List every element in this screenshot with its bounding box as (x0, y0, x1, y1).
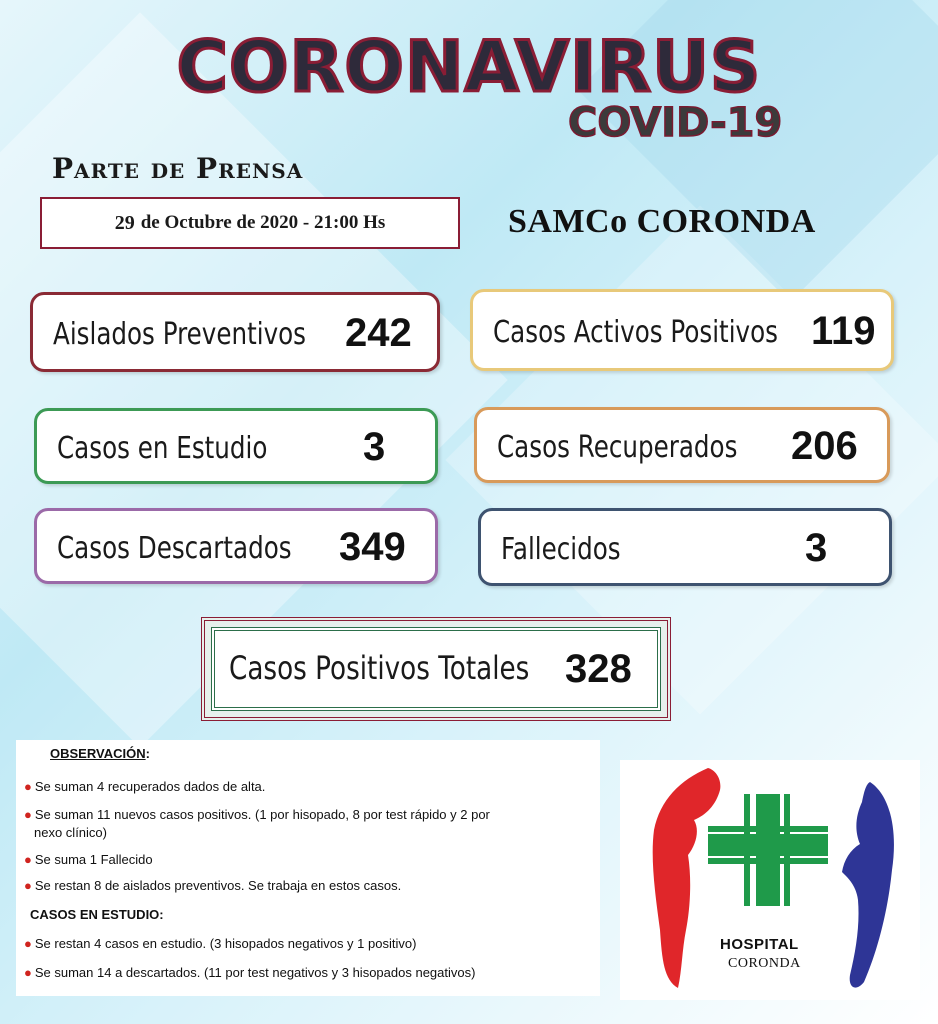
stat-card-estudio (34, 408, 438, 484)
stat-card-aislados (30, 292, 440, 372)
stat-card-descartados (34, 508, 438, 584)
date-text: de Octubre de 2020 - 21:00 Hs (140, 212, 386, 233)
bullet-icon: ● (24, 807, 32, 822)
bullet-icon: ● (24, 779, 32, 794)
observation-item: ● Se suman 4 recuperados dados de alta. (24, 779, 266, 794)
bullet-icon: ● (24, 878, 32, 893)
observation-item: ● Se suma 1 Fallecido (24, 852, 153, 867)
observation-item-continuation: nexo clínico) (34, 825, 107, 840)
right-hand-icon (842, 782, 894, 988)
stat-label: Fallecidos (501, 532, 621, 567)
stat-label: Casos Activos Positivos (493, 315, 778, 350)
stat-card-activos (470, 289, 894, 371)
total-positive-box (201, 617, 671, 721)
study-item: ● Se restan 4 casos en estudio. (3 hisopados negativos y 1 positivo) (24, 936, 417, 951)
total-positive-inner (211, 627, 661, 711)
observations-panel (16, 740, 600, 996)
institution-name: SAMCo CORONDA (508, 203, 816, 240)
bullet-icon: ● (24, 936, 32, 951)
observation-item: ● Se suman 11 nuevos casos positivos. (1 por hisopado, 8 por test rápido y 2 por (24, 807, 490, 822)
stat-label: Casos en Estudio (57, 431, 268, 466)
logo-coronda-text: CORONDA (728, 956, 801, 971)
bullet-icon: ● (24, 852, 32, 867)
stat-card-fallecidos (478, 508, 892, 586)
stat-label: Aislados Preventivos (53, 317, 306, 352)
main-title: CORONAVIRUS (176, 26, 762, 108)
stat-label: Casos Recuperados (497, 430, 738, 465)
date-box (40, 197, 460, 249)
left-hand-icon (653, 768, 721, 988)
stat-value: 242 (345, 311, 412, 355)
stat-card-recuperados (474, 407, 890, 483)
stat-value: 349 (339, 525, 406, 569)
stat-value: 119 (811, 309, 876, 353)
stat-value: 206 (791, 424, 858, 468)
subtitle: COVID-19 (568, 100, 783, 146)
observations-heading: OBSERVACIÓN: (50, 746, 150, 761)
logo-hospital-text: HOSPITAL (720, 936, 799, 953)
date-day: 29 (114, 211, 135, 234)
total-positive-value: 328 (565, 647, 632, 691)
bullet-icon: ● (24, 965, 32, 980)
medical-cross-icon (708, 794, 828, 906)
study-item: ● Se suman 14 a descartados. (11 por test negativos y 3 hisopados negativos) (24, 965, 476, 980)
study-heading: CASOS EN ESTUDIO: (30, 907, 164, 922)
stat-value: 3 (363, 425, 386, 469)
press-label: Parte de Prensa (52, 152, 304, 185)
stat-value: 3 (805, 526, 828, 570)
hospital-logo (620, 760, 920, 1000)
stat-label: Casos Descartados (57, 531, 292, 566)
total-positive-label: Casos Positivos Totales (229, 649, 530, 687)
observation-item: ● Se restan 8 de aislados preventivos. Se trabaja en estos casos. (24, 878, 402, 893)
